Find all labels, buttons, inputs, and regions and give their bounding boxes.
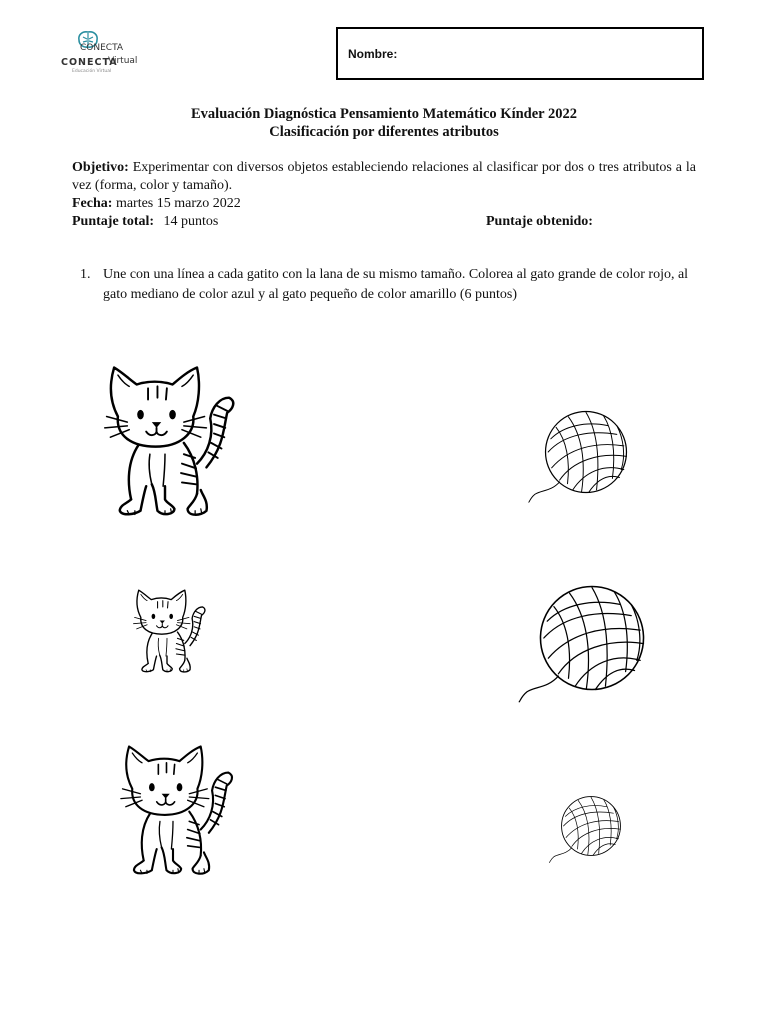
cat-medium-icon <box>98 740 248 880</box>
total-score-label: Puntaje total: <box>72 214 155 229</box>
logo-text-virtual: Virtual <box>108 56 138 66</box>
page-title: Evaluación Diagnóstica Pensamiento Matemático Kínder 2022 <box>191 106 577 122</box>
question-number: 1. <box>80 267 91 282</box>
total-score-row <box>72 213 218 231</box>
question-text: Une con una línea a cada gatito con la lana de su mismo tamaño. Colorea al gato grande de color rojo, al gato mediano de color azul y al gato pequeño de color amarillo (6 puntos) <box>103 267 689 302</box>
logo <box>58 28 158 78</box>
yarn-ball-small-icon <box>556 794 626 858</box>
logo-text-main: CONECTA <box>61 57 118 68</box>
name-label: Nombre: <box>348 47 398 61</box>
page-subtitle: Clasificación por diferentes atributos <box>269 124 499 140</box>
yarn-ball-large-icon <box>526 582 658 694</box>
date-value: martes 15 marzo 2022 <box>115 196 241 211</box>
objective-text: Experimentar con diversos objetos estableciendo relaciones al clasificar por dos o tres atributos a la vez (forma, color y tamaño). <box>72 160 696 193</box>
obtained-score-row <box>486 213 593 231</box>
cat-small-icon <box>118 586 216 676</box>
yarn-ball-medium-icon <box>540 408 632 496</box>
obtained-score-label: Puntaje obtenido: <box>486 214 593 229</box>
objective-paragraph <box>72 159 696 195</box>
logo-tagline: Educación Virtual <box>72 69 112 74</box>
logo-text-top: CONECTA <box>80 43 124 53</box>
date-row <box>72 195 241 213</box>
cat-large-icon <box>80 360 250 522</box>
name-field-box[interactable] <box>336 27 704 80</box>
date-label: Fecha: <box>72 196 113 211</box>
total-score-value: 14 puntos <box>163 214 219 229</box>
objective-label: Objetivo: <box>72 160 129 175</box>
